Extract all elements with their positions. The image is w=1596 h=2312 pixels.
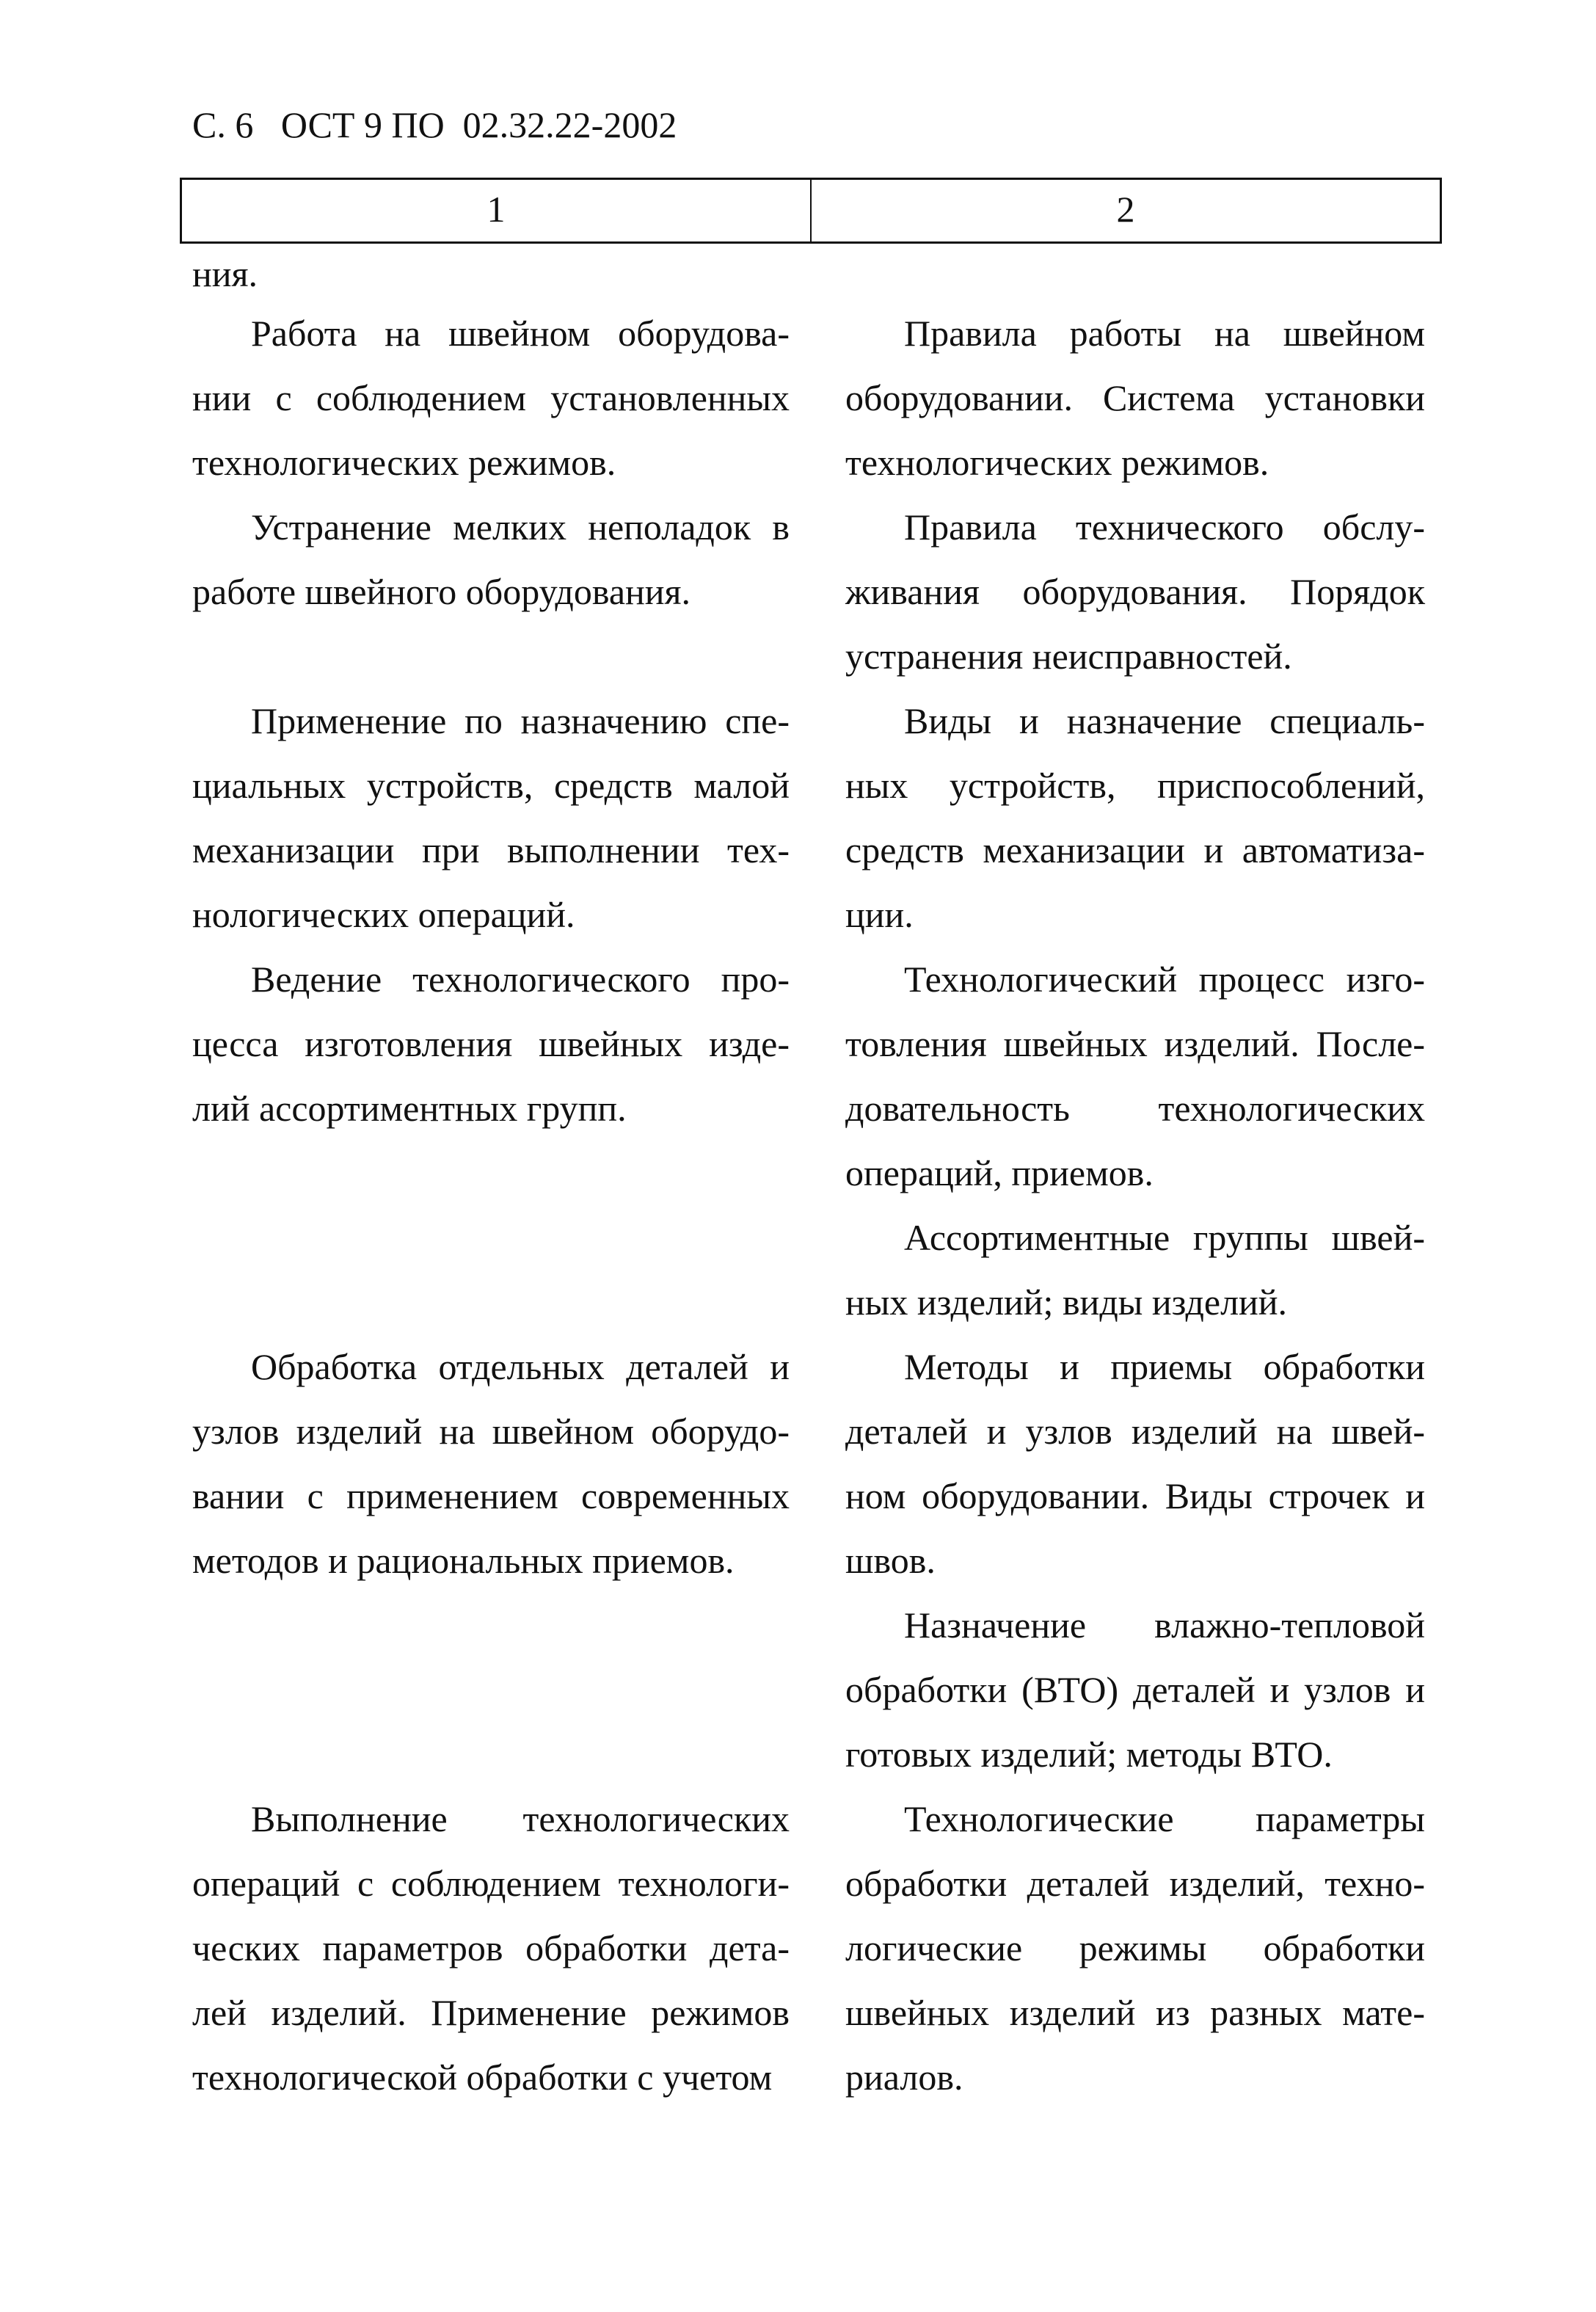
- col2-paragraph: [845, 1334, 1425, 1593]
- col1-paragraph: [192, 301, 790, 495]
- text-line: обработки деталей изделий, техно-: [845, 1863, 1425, 1904]
- text-line: швов.: [845, 1540, 936, 1581]
- text-line: технологической обработки с учетом: [192, 2057, 773, 2098]
- text-line: средств механизации и автоматиза-: [845, 829, 1425, 870]
- col2-paragraph: [845, 301, 1425, 495]
- text-line: оборудовании. Система установки: [845, 377, 1425, 418]
- col1-paragraph: [192, 947, 790, 1141]
- text-line: технологических режимов.: [192, 442, 616, 483]
- text-line: ных устройств, приспособлений,: [845, 765, 1425, 806]
- text-line: вании с применением современных: [192, 1475, 790, 1516]
- text-line: Правила технического обслу-: [904, 506, 1425, 548]
- text-line: обработки (ВТО) деталей и узлов и: [845, 1669, 1425, 1710]
- text-line: деталей и узлов изделий на швей-: [845, 1411, 1425, 1452]
- col2-paragraph: [845, 688, 1425, 947]
- text-line: нии с соблюдением установленных: [192, 377, 790, 418]
- text-line: швейных изделий из разных мате-: [845, 1992, 1425, 2033]
- text-line: товления швейных изделий. После-: [845, 1023, 1425, 1064]
- text-line: риалов.: [845, 2057, 963, 2098]
- text-line: циальных устройств, средств малой: [192, 765, 790, 806]
- text-line: лий ассортиментных групп.: [192, 1088, 627, 1129]
- col2-paragraph: [845, 1786, 1425, 2109]
- text-line: механизации при выполнении тех-: [192, 829, 790, 870]
- text-line: Методы и приемы обработки: [904, 1346, 1425, 1387]
- text-line: ческих параметров обработки дета-: [192, 1927, 790, 1969]
- col2-paragraph: [845, 495, 1425, 688]
- col1-paragraph: [192, 495, 790, 624]
- col1-paragraph: [192, 688, 790, 947]
- text-line: операций с соблюдением технологи-: [192, 1863, 790, 1904]
- col1-paragraph: [192, 1334, 790, 1593]
- text-line: узлов изделий на швейном оборудо-: [192, 1411, 790, 1452]
- text-line: довательность технологических: [845, 1088, 1425, 1129]
- text-line: Правила работы на швейном: [904, 313, 1425, 354]
- column-number-2: 2: [810, 180, 1440, 241]
- text-line: Ассортиментные группы швей-: [904, 1217, 1425, 1258]
- continuation-text: ния.: [192, 253, 258, 294]
- text-line: Технологический процесс изго-: [904, 959, 1425, 1000]
- text-line: операций, приемов.: [845, 1152, 1154, 1193]
- text-line: работе швейного оборудования.: [192, 571, 691, 612]
- column-number-1: 1: [487, 189, 506, 230]
- text-line: технологических режимов.: [845, 442, 1269, 483]
- text-line: готовых изделий; методы ВТО.: [845, 1734, 1333, 1775]
- text-line: цесса изготовления швейных изде-: [192, 1023, 790, 1064]
- col2-paragraph: [845, 1593, 1425, 1786]
- text-line: Устранение мелких неполадок в: [251, 506, 790, 548]
- table-header-row: [180, 178, 1442, 244]
- text-line: Виды и назначение специаль-: [904, 700, 1425, 741]
- text-line: логические режимы обработки: [845, 1927, 1425, 1969]
- text-line: лей изделий. Применение режимов: [192, 1992, 790, 2033]
- text-line: Технологические параметры: [904, 1798, 1425, 1839]
- text-line: живания оборудования. Порядок: [845, 571, 1425, 612]
- text-line: Работа на швейном оборудова-: [251, 313, 790, 354]
- text-line: Назначение влажно-тепловой: [904, 1604, 1425, 1646]
- text-line: Применение по назначению спе-: [251, 700, 790, 741]
- text-line: ном оборудовании. Виды строчек и: [845, 1475, 1425, 1516]
- text-line: Обработка отдельных деталей и: [251, 1346, 790, 1387]
- page-header: С. 6 ОСТ 9 ПО 02.32.22-2002: [192, 104, 677, 145]
- text-line: Ведение технологического про-: [251, 959, 790, 1000]
- col1-paragraph: [192, 1786, 790, 2109]
- col2-paragraph: [845, 1205, 1425, 1334]
- text-line: методов и рациональных приемов.: [192, 1540, 735, 1581]
- text-line: Выполнение технологических: [251, 1798, 790, 1839]
- text-line: ных изделий; виды изделий.: [845, 1282, 1288, 1323]
- text-line: ции.: [845, 894, 914, 935]
- text-line: нологических операций.: [192, 894, 575, 935]
- text-line: устранения неисправностей.: [845, 636, 1292, 677]
- col2-paragraph: [845, 947, 1425, 1205]
